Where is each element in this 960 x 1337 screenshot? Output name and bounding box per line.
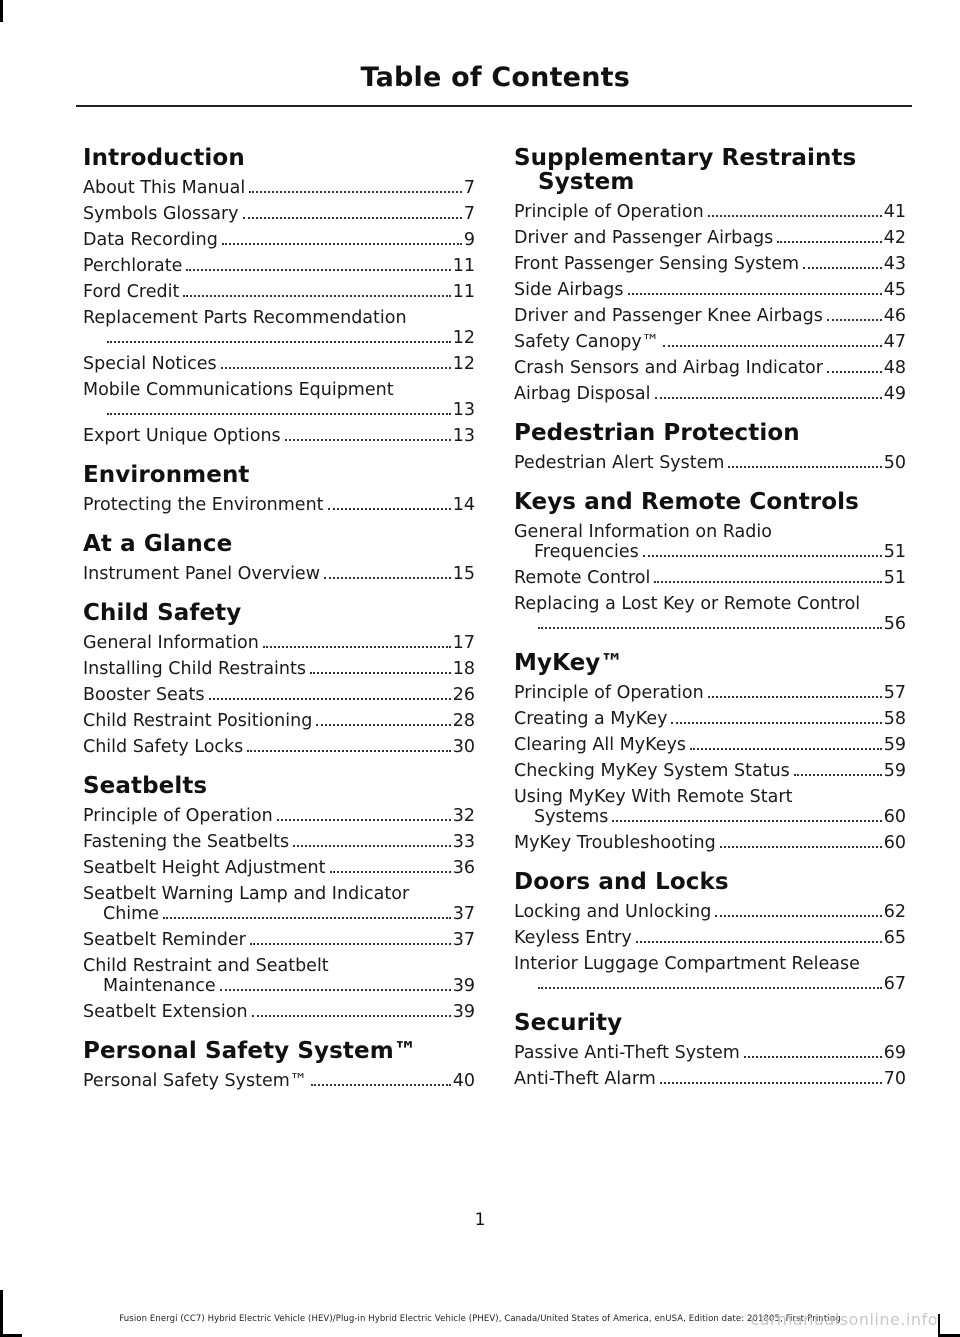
dot-leader xyxy=(311,1084,450,1086)
toc-entry[interactable] xyxy=(83,930,475,950)
toc-entry-page: 13 xyxy=(452,426,475,446)
toc-entry-title: Remote Control xyxy=(514,568,651,588)
dot-leader xyxy=(186,269,450,271)
dot-leader xyxy=(163,917,451,919)
section-heading-text: At a Glance xyxy=(83,531,233,557)
toc-entry[interactable] xyxy=(514,280,906,300)
toc-entry-page: 60 xyxy=(883,833,906,853)
toc-entry[interactable] xyxy=(83,230,475,250)
toc-entry-page: 59 xyxy=(883,761,906,781)
toc-entry-title: Mobile Communications Equipment xyxy=(83,380,394,400)
toc-entry-page: 70 xyxy=(883,1069,906,1089)
toc-entry-title: Child Safety Locks xyxy=(83,737,244,757)
toc-entry-title: Data Recording xyxy=(83,230,218,250)
toc-entry-title: Crash Sensors and Airbag Indicator xyxy=(514,358,823,378)
dot-leader xyxy=(324,577,451,579)
toc-entry-page: 11 xyxy=(452,256,475,276)
section-heading-text: Pedestrian Protection xyxy=(514,420,800,446)
toc-entry-title-continued: Maintenance xyxy=(103,976,216,996)
toc-entry[interactable] xyxy=(514,954,906,994)
dot-leader xyxy=(316,724,450,726)
toc-entry-page: 47 xyxy=(883,332,906,352)
toc-entry-title: Side Airbags xyxy=(514,280,624,300)
dot-leader xyxy=(538,627,882,629)
toc-section-doors-and-locks xyxy=(514,870,906,994)
toc-entry[interactable] xyxy=(514,384,906,404)
toc-entry-title: Protecting the Environment xyxy=(83,495,324,515)
toc-entry[interactable] xyxy=(514,1043,906,1063)
toc-entry-title: Airbag Disposal xyxy=(514,384,651,404)
dot-leader xyxy=(628,293,882,295)
toc-entry-page: 13 xyxy=(452,400,475,420)
dot-leader xyxy=(250,943,451,945)
toc-entry[interactable] xyxy=(83,956,475,996)
toc-entry-page: 36 xyxy=(452,858,475,878)
toc-entry[interactable] xyxy=(514,358,906,378)
toc-right-column xyxy=(514,146,906,1106)
section-heading xyxy=(514,651,906,675)
section-heading-text: System xyxy=(538,169,635,195)
footer-text: Fusion Energi (CC7) Hybrid Electric Vehicle (HEV)/Plug-in Hybrid Electric Vehicle (PHEV), Canada/United States of America, enUSA, Edition date: 201805, First-Printing xyxy=(119,1314,841,1324)
dot-leader xyxy=(612,820,881,822)
toc-entry-title: Fastening the Seatbelts xyxy=(83,832,290,852)
toc-entry-page: 40 xyxy=(452,1071,475,1091)
toc-entry-title: Seatbelt Height Adjustment xyxy=(83,858,326,878)
toc-entry-title: Installing Child Restraints xyxy=(83,659,306,679)
dot-leader xyxy=(720,846,882,848)
section-heading xyxy=(514,490,906,514)
toc-entry-title: MyKey Troubleshooting xyxy=(514,833,716,853)
toc-entry-title: Checking MyKey System Status xyxy=(514,761,790,781)
section-heading xyxy=(514,870,906,894)
dot-leader xyxy=(655,397,882,399)
toc-entry-page: 51 xyxy=(883,568,906,588)
toc-entry[interactable] xyxy=(83,884,475,924)
toc-entry-title: Principle of Operation xyxy=(83,806,273,826)
toc-entry[interactable] xyxy=(514,735,906,755)
toc-entry-title: Seatbelt Extension xyxy=(83,1002,248,1022)
toc-entry-title: Clearing All MyKeys xyxy=(514,735,686,755)
toc-section-keys-and-remote-controls xyxy=(514,490,906,634)
toc-entry-title: Seatbelt Warning Lamp and Indicator xyxy=(83,884,410,904)
toc-entry-page: 39 xyxy=(452,1002,475,1022)
toc-entry-page: 51 xyxy=(883,542,906,562)
toc-entry-page: 11 xyxy=(452,282,475,302)
toc-section-introduction xyxy=(83,146,475,446)
toc-entry-title-continued: Chime xyxy=(103,904,159,924)
dot-leader xyxy=(728,466,881,468)
dot-leader xyxy=(222,243,462,245)
watermark: carmanualsonline.info xyxy=(750,1310,938,1329)
dot-leader xyxy=(107,413,451,415)
toc-entry[interactable] xyxy=(83,308,475,348)
toc-entry-page: 39 xyxy=(452,976,475,996)
section-heading-text: Seatbelts xyxy=(83,773,208,799)
section-heading-text: Environment xyxy=(83,462,250,488)
toc-entry-page: 12 xyxy=(452,354,475,374)
toc-entry-continuation xyxy=(83,904,475,924)
dot-leader xyxy=(643,555,882,557)
toc-entry[interactable] xyxy=(514,928,906,948)
toc-section-environment xyxy=(83,463,475,515)
toc-entry-continuation xyxy=(83,328,475,348)
toc-entry-title: Front Passenger Sensing System xyxy=(514,254,800,274)
toc-entry-page: 32 xyxy=(452,806,475,826)
toc-entry-page: 37 xyxy=(452,904,475,924)
dot-leader xyxy=(690,748,882,750)
dot-leader xyxy=(671,722,881,724)
crop-mark xyxy=(0,0,3,22)
toc-entry-title: Instrument Panel Overview xyxy=(83,564,321,584)
dot-leader xyxy=(183,295,450,297)
toc-entry[interactable] xyxy=(514,522,906,562)
toc-entry-title: About This Manual xyxy=(83,178,246,198)
toc-entry-title: Symbols Glossary xyxy=(83,204,239,224)
toc-entry[interactable] xyxy=(514,202,906,222)
dot-leader xyxy=(827,371,882,373)
toc-entry-title: Driver and Passenger Airbags xyxy=(514,228,774,248)
dot-leader xyxy=(777,241,882,243)
toc-entry-title: Special Notices xyxy=(83,354,217,374)
dot-leader xyxy=(249,191,462,193)
dot-leader xyxy=(330,871,451,873)
toc-entry[interactable] xyxy=(514,1069,906,1089)
toc-entry-page: 65 xyxy=(883,928,906,948)
toc-entry-title: Perchlorate xyxy=(83,256,183,276)
toc-entry-page: 43 xyxy=(883,254,906,274)
toc-entry-title: Principle of Operation xyxy=(514,683,704,703)
toc-entry-page: 42 xyxy=(883,228,906,248)
dot-leader xyxy=(285,439,451,441)
toc-section-security xyxy=(514,1011,906,1089)
dot-leader xyxy=(794,774,882,776)
dot-leader xyxy=(636,941,882,943)
toc-entry-page: 26 xyxy=(452,685,475,705)
title-divider xyxy=(76,105,912,107)
toc-entry-continuation xyxy=(514,542,906,562)
dot-leader xyxy=(708,696,882,698)
toc-entry[interactable] xyxy=(514,568,906,588)
toc-entry[interactable] xyxy=(514,453,906,473)
toc-entry[interactable] xyxy=(514,761,906,781)
toc-entry-title: Safety Canopy™ xyxy=(514,332,660,352)
dot-leader xyxy=(252,1015,451,1017)
toc-entry[interactable] xyxy=(83,178,475,198)
toc-entry-continuation xyxy=(514,807,906,827)
dot-leader xyxy=(263,646,451,648)
toc-entry-title: Passive Anti-Theft System xyxy=(514,1043,740,1063)
toc-entry[interactable] xyxy=(83,1071,475,1091)
toc-entry-title: General Information xyxy=(83,633,259,653)
toc-entry[interactable] xyxy=(514,787,906,827)
toc-entry-title: Booster Seats xyxy=(83,685,205,705)
toc-entry-continuation xyxy=(83,976,475,996)
toc-entry[interactable] xyxy=(83,685,475,705)
toc-entry-page: 12 xyxy=(452,328,475,348)
toc-entry-title: Replacing a Lost Key or Remote Control xyxy=(514,594,861,614)
dot-leader xyxy=(310,672,451,674)
section-heading-text: Doors and Locks xyxy=(514,869,729,895)
section-heading-text: Keys and Remote Controls xyxy=(514,489,859,515)
toc-entry-title: Child Restraint Positioning xyxy=(83,711,313,731)
toc-entry-page: 46 xyxy=(883,306,906,326)
section-heading-text: Security xyxy=(514,1010,623,1036)
dot-leader xyxy=(247,750,450,752)
dot-leader xyxy=(221,367,451,369)
toc-entry-page: 7 xyxy=(463,178,475,198)
section-heading xyxy=(83,1039,475,1063)
section-heading-text: Supplementary Restraints xyxy=(514,145,857,171)
toc-entry[interactable] xyxy=(83,806,475,826)
toc-entry-page: 18 xyxy=(452,659,475,679)
toc-entry[interactable] xyxy=(514,332,906,352)
toc-entry-title-continued: Frequencies xyxy=(534,542,639,562)
toc-entry[interactable] xyxy=(514,709,906,729)
section-heading-text: Introduction xyxy=(83,145,245,171)
toc-entry-page: 41 xyxy=(883,202,906,222)
section-heading-text: Personal Safety System™ xyxy=(83,1038,417,1064)
toc-section-child-safety xyxy=(83,601,475,757)
dot-leader xyxy=(715,915,881,917)
section-heading-text: Child Safety xyxy=(83,600,242,626)
section-heading xyxy=(514,146,906,194)
dot-leader xyxy=(293,845,451,847)
toc-entry-title: Seatbelt Reminder xyxy=(83,930,246,950)
dot-leader xyxy=(803,267,882,269)
section-heading xyxy=(83,532,475,556)
toc-entry-title: Driver and Passenger Knee Airbags xyxy=(514,306,823,326)
toc-entry-page: 15 xyxy=(452,564,475,584)
toc-entry-page: 50 xyxy=(883,453,906,473)
section-heading xyxy=(514,1011,906,1035)
toc-section-personal-safety-system xyxy=(83,1039,475,1091)
toc-entry[interactable] xyxy=(83,564,475,584)
dot-leader xyxy=(663,345,881,347)
toc-entry-title: Export Unique Options xyxy=(83,426,281,446)
toc-entry-title: Using MyKey With Remote Start xyxy=(514,787,793,807)
toc-entry-page: 14 xyxy=(452,495,475,515)
toc-entry-page: 59 xyxy=(883,735,906,755)
toc-entry-page: 33 xyxy=(452,832,475,852)
section-heading xyxy=(83,601,475,625)
toc-entry-title: Interior Luggage Compartment Release xyxy=(514,954,860,974)
toc-entry-title: Ford Credit xyxy=(83,282,180,302)
toc-entry[interactable] xyxy=(83,426,475,446)
dot-leader xyxy=(744,1056,882,1058)
toc-entry[interactable] xyxy=(83,495,475,515)
toc-entry-page: 7 xyxy=(463,204,475,224)
toc-entry[interactable] xyxy=(83,711,475,731)
toc-entry-title: Child Restraint and Seatbelt xyxy=(83,956,329,976)
section-heading xyxy=(514,421,906,445)
dot-leader xyxy=(660,1082,882,1084)
toc-entry-title: Creating a MyKey xyxy=(514,709,668,729)
toc-entry-page: 37 xyxy=(452,930,475,950)
toc-entry-title: Keyless Entry xyxy=(514,928,632,948)
toc-entry-page: 69 xyxy=(883,1043,906,1063)
toc-entry[interactable] xyxy=(83,832,475,852)
section-heading xyxy=(83,774,475,798)
section-heading xyxy=(83,463,475,487)
toc-entry[interactable] xyxy=(83,633,475,653)
toc-section-at-a-glance xyxy=(83,532,475,584)
dot-leader xyxy=(538,987,882,989)
toc-entry-page: 28 xyxy=(452,711,475,731)
toc-entry-title: Locking and Unlocking xyxy=(514,902,712,922)
toc-entry[interactable] xyxy=(83,354,475,374)
toc-entry-title: Pedestrian Alert System xyxy=(514,453,725,473)
toc-entry-continuation xyxy=(514,974,906,994)
toc-entry[interactable] xyxy=(514,254,906,274)
toc-entry-page: 17 xyxy=(452,633,475,653)
toc-entry-page: 57 xyxy=(883,683,906,703)
toc-entry-title-continued: Systems xyxy=(534,807,609,827)
dot-leader xyxy=(328,508,451,510)
toc-entry[interactable] xyxy=(83,737,475,757)
toc-left-column xyxy=(83,146,475,1108)
toc-entry[interactable] xyxy=(514,306,906,326)
toc-entry-continuation xyxy=(514,614,906,634)
toc-entry[interactable] xyxy=(83,204,475,224)
toc-entry-page: 60 xyxy=(883,807,906,827)
toc-entry[interactable] xyxy=(514,228,906,248)
section-heading-text: MyKey™ xyxy=(514,650,624,676)
toc-entry[interactable] xyxy=(83,858,475,878)
toc-entry-title: General Information on Radio xyxy=(514,522,772,542)
toc-section-seatbelts xyxy=(83,774,475,1022)
toc-entry-page: 48 xyxy=(883,358,906,378)
toc-entry-page: 67 xyxy=(883,974,906,994)
toc-entry-title: Replacement Parts Recommendation xyxy=(83,308,407,328)
toc-entry-page: 49 xyxy=(883,384,906,404)
toc-entry[interactable] xyxy=(514,594,906,634)
toc-entry-page: 45 xyxy=(883,280,906,300)
toc-entry[interactable] xyxy=(514,683,906,703)
toc-entry[interactable] xyxy=(83,380,475,420)
toc-entry[interactable] xyxy=(83,282,475,302)
toc-section-pedestrian-protection xyxy=(514,421,906,473)
dot-leader xyxy=(243,217,462,219)
page-title: Table of Contents xyxy=(360,62,630,93)
toc-entry-page: 9 xyxy=(463,230,475,250)
dot-leader xyxy=(654,581,881,583)
toc-entry-page: 62 xyxy=(883,902,906,922)
dot-leader xyxy=(220,989,451,991)
dot-leader xyxy=(209,698,451,700)
toc-entry[interactable] xyxy=(83,256,475,276)
toc-entry-title: Principle of Operation xyxy=(514,202,704,222)
dot-leader xyxy=(708,215,882,217)
page-number: 1 xyxy=(474,1210,486,1230)
toc-entry-title: Anti-Theft Alarm xyxy=(514,1069,656,1089)
toc-entry[interactable] xyxy=(83,1002,475,1022)
toc-entry-page: 30 xyxy=(452,737,475,757)
toc-entry[interactable] xyxy=(514,833,906,853)
toc-entry-page: 58 xyxy=(883,709,906,729)
toc-entry-continuation xyxy=(83,400,475,420)
dot-leader xyxy=(277,819,451,821)
dot-leader xyxy=(107,341,451,343)
toc-section-mykey xyxy=(514,651,906,853)
toc-entry[interactable] xyxy=(514,902,906,922)
toc-entry[interactable] xyxy=(83,659,475,679)
section-heading xyxy=(83,146,475,170)
dot-leader xyxy=(827,319,882,321)
toc-entry-page: 56 xyxy=(883,614,906,634)
toc-section-supplementary-restraints xyxy=(514,146,906,404)
toc-entry-title: Personal Safety System™ xyxy=(83,1071,308,1091)
